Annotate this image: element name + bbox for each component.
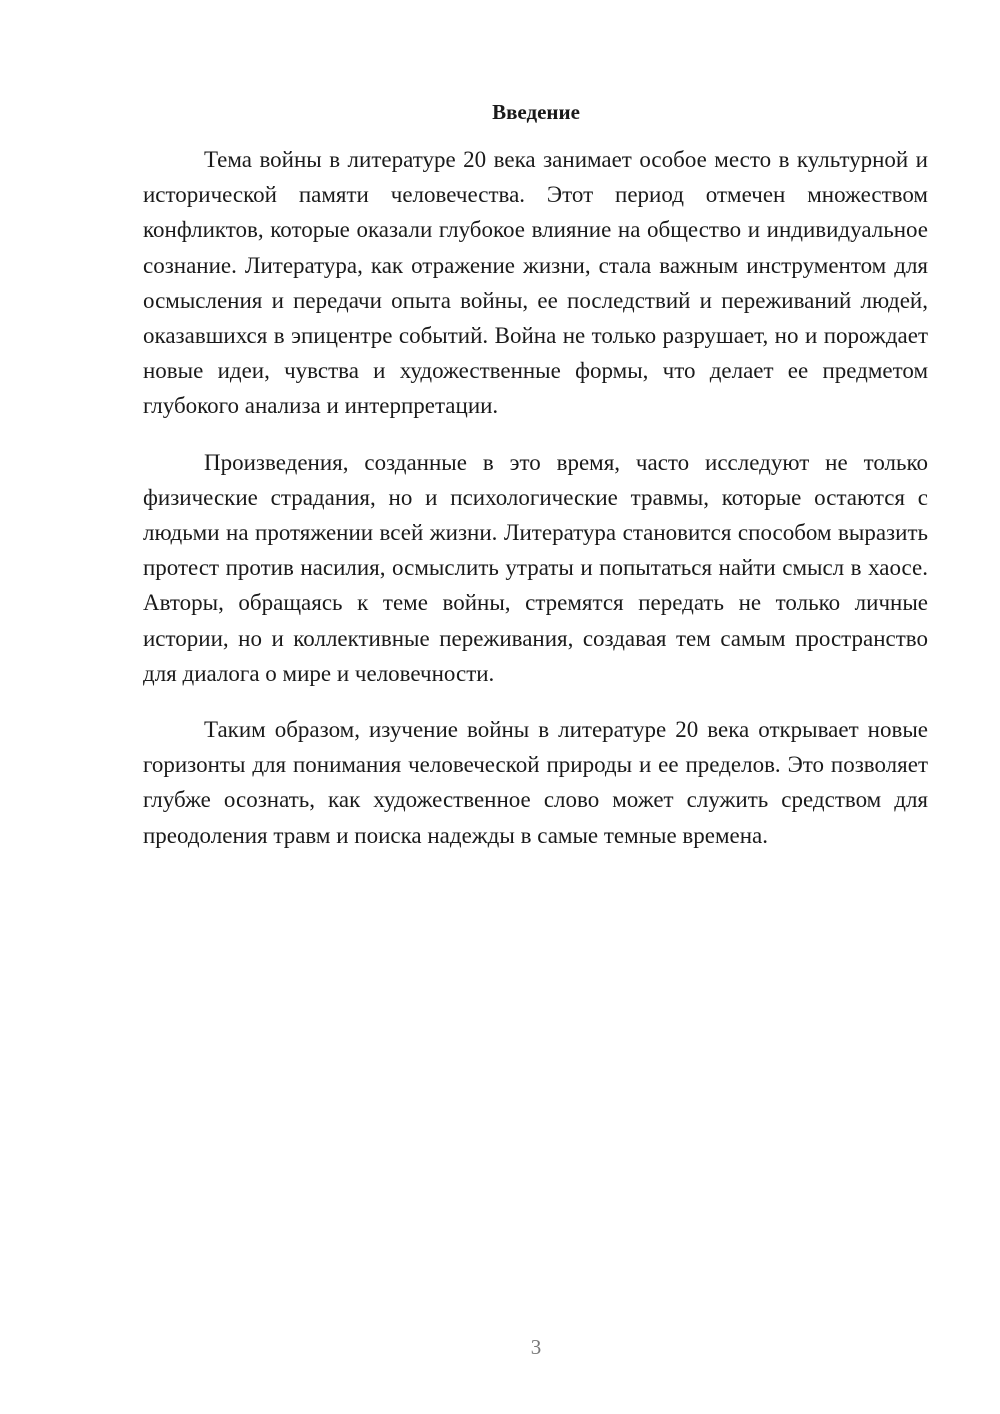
page-number: 3 bbox=[530, 1335, 542, 1359]
paragraph-3: Таким образом, изучение войны в литературе 20 века открывает новые горизонты для понимания человеческой природы и ее пределов. Это позволяет глубже осознать, как художественное слово может служить средством для преодоления травм и поиска надежды в самые темные времена. bbox=[143, 717, 928, 848]
body-text bbox=[143, 142, 928, 874]
paragraph-1: Тема войны в литературе 20 века занимает особое место в культурной и исторической памяти человечества. Этот период отмечен множеством конфликтов, которые оказали глубокое влияние на общество и индивидуальное сознание. Литература, как отражение жизни, стала важным инструментом для осмысления и передачи опыта войны, ее последствий и переживаний людей, оказавшихся в эпицентре событий. Война не только разрушает, но и порождает новые идеи, чувства и художественные формы, что делает ее предметом глубокого анализа и интерпретации. bbox=[143, 147, 928, 419]
section-title: Введение bbox=[492, 100, 580, 124]
paragraph-2: Произведения, созданные в это время, часто исследуют не только физические страдания, но и психологические травмы, которые остаются с людьми на протяжении всей жизни. Литература становится способом выразить протест против насилия, осмыслить утраты и попытаться найти смысл в хаосе. Авторы, обращаясь к теме войны, стремятся передать не только личные истории, но и коллективные переживания, создавая тем самым пространство для диалога о мире и человечности. bbox=[143, 449, 928, 686]
